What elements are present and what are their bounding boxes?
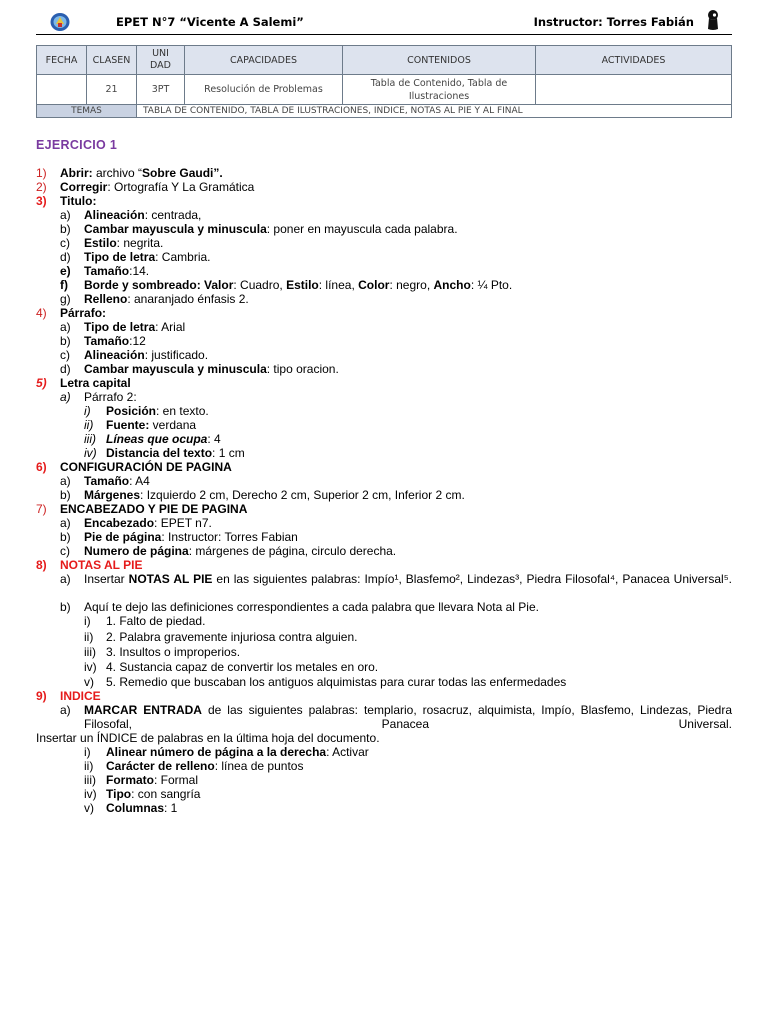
list-item: Insertar un ÍNDICE de palabras en la última hoja del documento. bbox=[36, 731, 380, 745]
sub-letter: f) bbox=[60, 278, 68, 292]
temas-value: TABLA DE CONTENIDO, TABLA DE ILUSTRACIONES, INDICE, NOTAS AL PIE Y AL FINAL bbox=[137, 105, 732, 118]
item-number: 9) bbox=[36, 689, 47, 703]
list-item: Encabezado: EPET n7. bbox=[84, 516, 212, 530]
sub-roman: ii) bbox=[84, 418, 94, 432]
sub-roman: iii) bbox=[84, 773, 96, 787]
sub-letter: a) bbox=[60, 208, 71, 222]
school-crest-icon bbox=[50, 12, 70, 32]
list-item: ENCABEZADO Y PIE DE PAGINA bbox=[60, 502, 248, 516]
header-capacidades: CAPACIDADES bbox=[185, 46, 343, 75]
list-item: INDICE bbox=[60, 689, 101, 703]
list-item: Tipo de letra: Arial bbox=[84, 320, 186, 334]
list-item: Posición: en texto. bbox=[106, 404, 209, 418]
sub-letter: c) bbox=[60, 236, 70, 250]
sub-letter: b) bbox=[60, 222, 71, 236]
list-item: 5. Remedio que buscaban los antiguos alquimistas para curar todas las enfermedades bbox=[106, 675, 567, 689]
list-item: CONFIGURACIÓN DE PAGINA bbox=[60, 460, 232, 474]
sub-roman: iv) bbox=[84, 787, 97, 801]
list-item: Aquí te dejo las definiciones correspondientes a cada palabra que llevara Nota al Pie. bbox=[84, 600, 539, 614]
class-info-table bbox=[36, 45, 732, 118]
sub-letter: c) bbox=[60, 348, 70, 362]
header-contenidos: CONTENIDOS bbox=[343, 46, 536, 75]
sub-letter: a) bbox=[60, 516, 71, 530]
sub-roman: v) bbox=[84, 675, 94, 689]
exercise-title: EJERCICIO 1 bbox=[36, 138, 118, 152]
list-item: 4. Sustancia capaz de convertir los metales en oro. bbox=[106, 660, 379, 674]
sub-roman: ii) bbox=[84, 759, 94, 773]
list-item: Párrafo 2: bbox=[84, 390, 137, 404]
list-item: Relleno: anaranjado énfasis 2. bbox=[84, 292, 249, 306]
instructor-name: Instructor: Torres Fabián bbox=[533, 15, 694, 29]
list-item: Distancia del texto: 1 cm bbox=[106, 446, 245, 460]
sub-roman: iv) bbox=[84, 446, 97, 460]
list-item: Letra capital bbox=[60, 376, 131, 390]
list-item: Abrir: archivo “Sobre Gaudi”. bbox=[60, 166, 223, 180]
header-unidad-text: UNIDAD bbox=[150, 48, 171, 71]
list-item: Cambar mayuscula y minuscula: tipo oracion. bbox=[84, 362, 339, 376]
list-item: Titulo: bbox=[60, 194, 97, 208]
header-fecha: FECHA bbox=[37, 46, 87, 75]
header-clase: CLASEN bbox=[87, 46, 137, 75]
sub-letter: a) bbox=[60, 474, 71, 488]
sub-roman: ii) bbox=[84, 630, 94, 644]
list-item: 1. Falto de piedad. bbox=[106, 614, 206, 628]
list-item: Alinear número de página a la derecha: Activar bbox=[106, 745, 369, 759]
header-unidad bbox=[137, 46, 185, 75]
sub-letter: c) bbox=[60, 544, 70, 558]
page-header bbox=[36, 8, 732, 35]
list-item: Tipo: con sangría bbox=[106, 787, 201, 801]
person-silhouette-icon bbox=[706, 9, 720, 31]
item-number: 2) bbox=[36, 180, 47, 194]
item-number: 8) bbox=[36, 558, 47, 572]
cell-capacidades: Resolución de Problemas bbox=[185, 75, 343, 105]
list-item: Corregir: Ortografía Y La Gramática bbox=[60, 180, 255, 194]
list-item: Carácter de relleno: línea de puntos bbox=[106, 759, 304, 773]
sub-roman: i) bbox=[84, 745, 91, 759]
sub-letter: b) bbox=[60, 488, 71, 502]
sub-roman: iii) bbox=[84, 432, 96, 446]
sub-letter: d) bbox=[60, 250, 71, 264]
cell-fecha bbox=[37, 75, 87, 105]
list-item: Estilo: negrita. bbox=[84, 236, 164, 250]
list-item: Numero de página: márgenes de página, circulo derecha. bbox=[84, 544, 397, 558]
item-number: 5) bbox=[36, 376, 47, 390]
list-item: 3. Insultos o improperios. bbox=[106, 645, 241, 659]
sub-letter: a) bbox=[60, 572, 71, 586]
list-item: Formato: Formal bbox=[106, 773, 199, 787]
item-number: 4) bbox=[36, 306, 47, 320]
list-item: MARCAR ENTRADA de las siguientes palabras: templario, rosacruz, alquimista, Impío, Blasfemo, Lindezas, Piedra Filosofal, Panacea Universal. bbox=[84, 703, 733, 731]
list-item: Fuente: verdana bbox=[106, 418, 197, 432]
list-item: Tamaño:14. bbox=[84, 264, 150, 278]
sub-letter: b) bbox=[60, 600, 71, 614]
list-item: Tipo de letra: Cambria. bbox=[84, 250, 211, 264]
sub-letter: a) bbox=[60, 703, 71, 717]
list-item: Cambar mayuscula y minuscula: poner en mayuscula cada palabra. bbox=[84, 222, 458, 236]
cell-unidad: 3PT bbox=[137, 75, 185, 105]
item-number: 3) bbox=[36, 194, 47, 208]
table-header-row bbox=[37, 46, 732, 75]
sub-roman: i) bbox=[84, 404, 91, 418]
sub-letter: a) bbox=[60, 320, 71, 334]
list-item: Párrafo: bbox=[60, 306, 107, 320]
sub-letter: b) bbox=[60, 530, 71, 544]
sub-letter: g) bbox=[60, 292, 71, 306]
cell-actividades bbox=[536, 75, 732, 105]
sub-letter: b) bbox=[60, 334, 71, 348]
school-name: EPET N°7 “Vicente A Salemi” bbox=[116, 15, 304, 29]
list-item: Columnas: 1 bbox=[106, 801, 178, 815]
item-number: 7) bbox=[36, 502, 47, 516]
temas-label: TEMAS bbox=[37, 105, 137, 118]
temas-row bbox=[37, 105, 732, 118]
list-item: Tamaño:12 bbox=[84, 334, 146, 348]
list-item: Tamaño: A4 bbox=[84, 474, 150, 488]
table-row bbox=[37, 75, 732, 105]
sub-letter: a) bbox=[60, 390, 71, 404]
cell-contenidos: Tabla de Contenido, Tabla de Ilustraciones bbox=[343, 75, 536, 105]
list-item: Pie de página: Instructor: Torres Fabian bbox=[84, 530, 298, 544]
list-item: Borde y sombreado: Valor: Cuadro, Estilo: línea, Color: negro, Ancho: ¼ Pto. bbox=[84, 278, 513, 292]
sub-roman: i) bbox=[84, 614, 91, 628]
sub-roman: v) bbox=[84, 801, 94, 815]
sub-letter: d) bbox=[60, 362, 71, 376]
list-item: Insertar NOTAS AL PIE en las siguientes palabras: Impío¹, Blasfemo², Lindezas³, Piedra Filosofal⁴, Panacea Universal⁵. bbox=[84, 572, 732, 586]
item-number: 6) bbox=[36, 460, 47, 474]
list-item: NOTAS AL PIE bbox=[60, 558, 143, 572]
list-item: Alineación: justificado. bbox=[84, 348, 209, 362]
list-item: Márgenes: Izquierdo 2 cm, Derecho 2 cm, Superior 2 cm, Inferior 2 cm. bbox=[84, 488, 465, 502]
item-number: 1) bbox=[36, 166, 47, 180]
sub-roman: iv) bbox=[84, 660, 97, 674]
sub-roman: iii) bbox=[84, 645, 96, 659]
header-actividades: ACTIVIDADES bbox=[536, 46, 732, 75]
cell-clase: 21 bbox=[87, 75, 137, 105]
list-item: Alineación: centrada, bbox=[84, 208, 202, 222]
list-item: Líneas que ocupa: 4 bbox=[106, 432, 221, 446]
list-item: 2. Palabra gravemente injuriosa contra alguien. bbox=[106, 630, 358, 644]
sub-letter: e) bbox=[60, 264, 71, 278]
